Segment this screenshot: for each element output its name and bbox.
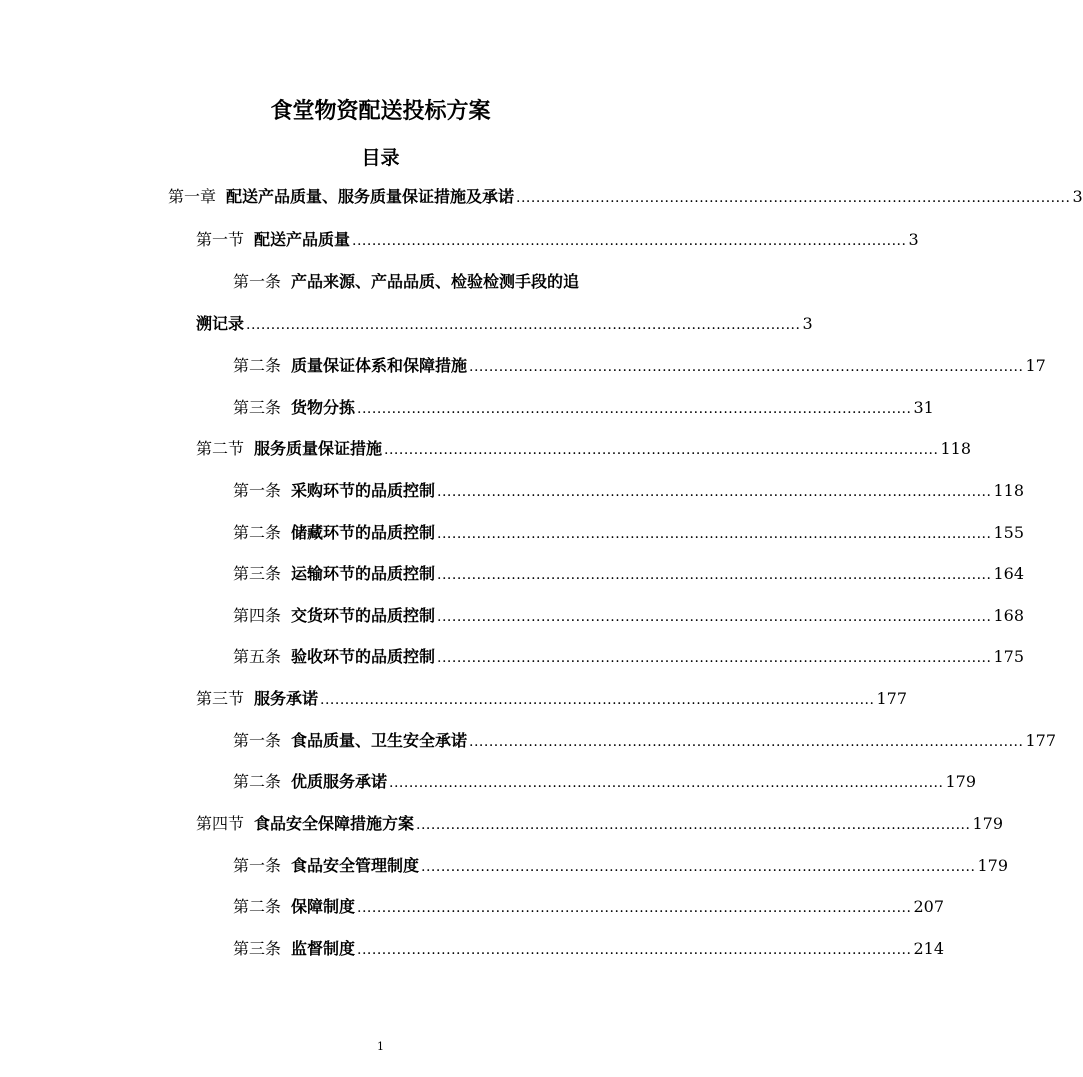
toc-entry-title: 监督制度 [291, 939, 356, 958]
toc-entry-number: 第二条 [233, 772, 282, 791]
toc-entry-number: 第一条 [233, 856, 282, 875]
toc-leader-dots: ................................................................................................................ [516, 190, 1071, 206]
toc-entry-title: 食品质量、卫生安全承诺 [291, 731, 468, 750]
toc-entry-title: 优质服务承诺 [291, 772, 388, 791]
toc-leader-dots: ................................................................................................................ [437, 650, 992, 666]
toc-entry-title: 运输环节的品质控制 [291, 564, 436, 583]
toc-entry-number: 第三条 [233, 398, 282, 417]
toc-leader-dots: ................................................................................................................ [469, 734, 1024, 750]
toc-entry-title: 食品安全管理制度 [291, 856, 420, 875]
toc-leader-dots: ................................................................................................................ [421, 859, 976, 875]
toc-entry-title: 交货环节的品质控制 [291, 606, 436, 625]
toc-leader-dots: ................................................................................................................ [389, 775, 944, 791]
toc-leader-dots: ................................................................................................................ [416, 817, 971, 833]
toc-entry-page: 175 [993, 647, 1024, 666]
toc-entry-page: 118 [993, 481, 1024, 500]
toc-entry-number: 第二条 [233, 356, 282, 375]
toc-entry-title: 产品来源、产品品质、检验检测手段的追 [291, 272, 580, 291]
toc-entry-title: 保障制度 [291, 897, 356, 916]
toc-leader-dots: ................................................................................................................ [357, 900, 912, 916]
toc-entry-page: 164 [993, 564, 1024, 583]
toc-entry-section-4[interactable] [196, 811, 1003, 838]
toc-entry-page: 3 [908, 230, 919, 249]
toc-entry-section-3[interactable] [196, 686, 907, 713]
toc-leader-dots: ................................................................................................................ [437, 526, 992, 542]
toc-leader-dots: ................................................................................................................ [437, 567, 992, 583]
toc-entry-title: 配送产品质量、服务质量保证措施及承诺 [226, 187, 515, 206]
toc-entry-number: 第一条 [233, 272, 282, 291]
toc-entry-page: 207 [913, 897, 944, 916]
toc-leader-dots: ................................................................................................................ [357, 401, 912, 417]
toc-entry-number: 第四条 [233, 606, 282, 625]
document-title: 食堂物资配送投标方案 [270, 99, 491, 124]
toc-entry-section-1[interactable] [196, 227, 919, 254]
toc-entry-title: 服务质量保证措施 [254, 439, 383, 458]
toc-entry-section-3-article-1[interactable] [233, 728, 1056, 755]
toc-entry-chapter-1[interactable] [168, 184, 1083, 211]
toc-entry-number: 第一条 [233, 481, 282, 500]
toc-entry-section-1-article-3[interactable] [233, 395, 934, 422]
toc-leader-dots: ................................................................................................................ [384, 442, 939, 458]
toc-entry-page: 179 [977, 856, 1008, 875]
toc-entry-page: 179 [972, 814, 1003, 833]
toc-entry-page: 31 [913, 398, 934, 417]
toc-entry-page: 17 [1025, 356, 1046, 375]
toc-entry-section-2-article-5[interactable] [233, 644, 1024, 671]
toc-entry-number: 第三条 [233, 939, 282, 958]
toc-entry-page: 177 [876, 689, 907, 708]
toc-entry-number: 第四节 [196, 814, 245, 833]
toc-entry-number: 第二节 [196, 439, 245, 458]
toc-entry-number: 第二条 [233, 523, 282, 542]
toc-entry-title: 质量保证体系和保障措施 [291, 356, 468, 375]
toc-leader-dots: ................................................................................................................ [352, 233, 907, 249]
toc-entry-section-4-article-1[interactable] [233, 853, 1008, 880]
toc-entry-title: 采购环节的品质控制 [291, 481, 436, 500]
toc-entry-section-1-article-1[interactable] [233, 269, 640, 295]
toc-entry-section-2-article-1[interactable] [233, 478, 1024, 505]
toc-entry-title: 货物分拣 [291, 398, 356, 417]
toc-entry-page: 155 [993, 523, 1024, 542]
toc-entry-page: 214 [913, 939, 944, 958]
toc-leader-dots: ................................................................................................................ [437, 609, 992, 625]
toc-entry-number: 第五条 [233, 647, 282, 666]
toc-leader-dots: ................................................................................................................ [469, 359, 1024, 375]
toc-entry-number: 第一条 [233, 731, 282, 750]
toc-entry-title: 配送产品质量 [254, 230, 351, 249]
toc-leader-dots: ................................................................................................................ [437, 484, 992, 500]
toc-entry-page: 179 [945, 772, 976, 791]
toc-entry-section-4-article-3[interactable] [233, 936, 944, 963]
toc-entry-number: 第一章 [168, 187, 217, 206]
toc-entry-title: 储藏环节的品质控制 [291, 523, 436, 542]
toc-entry-number: 第一节 [196, 230, 245, 249]
toc-entry-section-2-article-2[interactable] [233, 520, 1024, 547]
toc-entry-page: 118 [940, 439, 971, 458]
toc-entry-title: 食品安全保障措施方案 [254, 814, 415, 833]
toc-leader-dots: ................................................................................................................ [357, 942, 912, 958]
toc-entry-number: 第二条 [233, 897, 282, 916]
toc-entry-page: 3 [1072, 187, 1083, 206]
toc-entry-number: 第三节 [196, 689, 245, 708]
toc-heading: 目录 [361, 147, 400, 169]
toc-entry-number: 第三条 [233, 564, 282, 583]
toc-entry-section-2[interactable] [196, 436, 971, 463]
toc-entry-title: 服务承诺 [254, 689, 319, 708]
toc-entry-section-2-article-3[interactable] [233, 561, 1024, 588]
toc-entry-page: 177 [1025, 731, 1056, 750]
toc-entry-section-1-article-2[interactable] [233, 353, 1046, 380]
toc-leader-dots: ................................................................................................................ [246, 317, 801, 333]
toc-entry-section-1-article-1-continued[interactable] [196, 311, 813, 338]
toc-entry-title: 验收环节的品质控制 [291, 647, 436, 666]
page-number: 1 [377, 1040, 384, 1053]
toc-entry-page: 3 [802, 314, 813, 333]
toc-entry-section-4-article-2[interactable] [233, 894, 944, 921]
toc-entry-title-continued: 溯记录 [196, 314, 245, 333]
toc-entry-section-3-article-2[interactable] [233, 769, 976, 796]
toc-entry-section-2-article-4[interactable] [233, 603, 1024, 630]
toc-entry-page: 168 [993, 606, 1024, 625]
toc-leader-dots: ................................................................................................................ [320, 692, 875, 708]
